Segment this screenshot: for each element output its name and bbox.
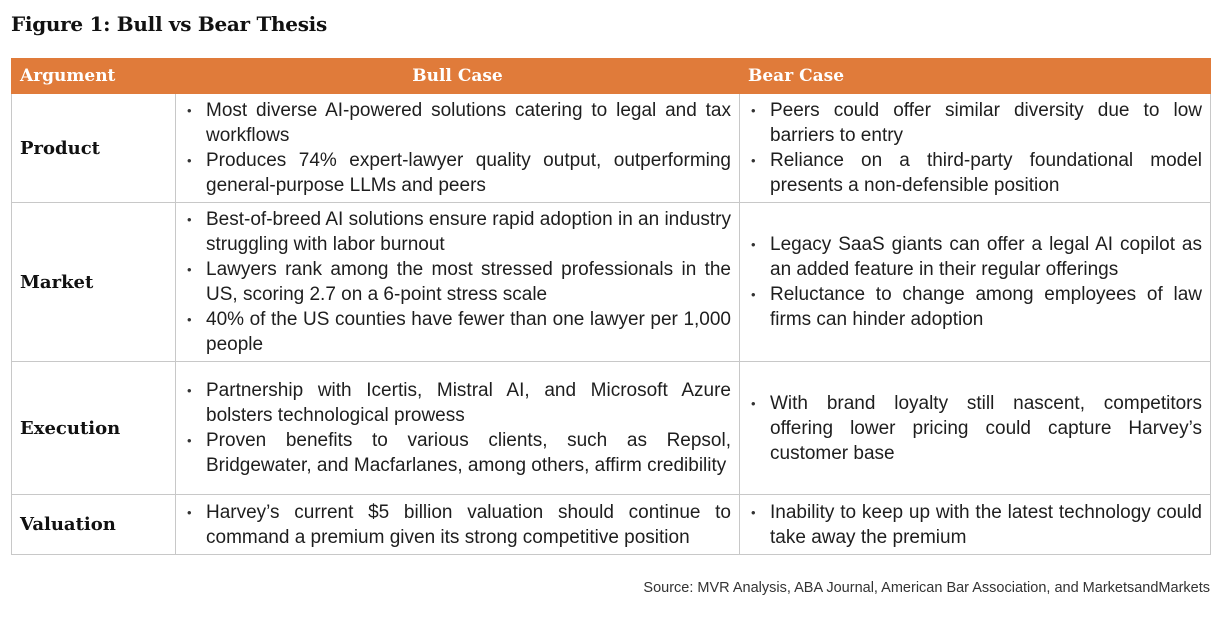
bear-list-valuation	[748, 500, 1202, 550]
bullet-point: • With brand loyalty still nascent, competitors offering lower pricing could capture Harvey’s customer base	[748, 391, 1202, 466]
header-bear-case: Bear Case	[740, 59, 1211, 94]
bear-list-product	[748, 98, 1202, 198]
bullet-point: • Reliance on a third-party foundational model presents a non-defensible position	[748, 148, 1202, 198]
bear-cell-product	[740, 94, 1211, 203]
bullet-point: • Harvey’s current $5 billion valuation should continue to command a premium given its strong competitive position	[184, 500, 731, 550]
bullet-point: • Best-of-breed AI solutions ensure rapid adoption in an industry struggling with labor burnout	[184, 207, 731, 257]
table-header-row	[12, 59, 1211, 94]
bullet-point: • Legacy SaaS giants can offer a legal AI copilot as an added feature in their regular offerings	[748, 232, 1202, 282]
bull-cell-market	[176, 203, 740, 362]
bull-list-valuation	[184, 500, 731, 550]
bullet-point: • Peers could offer similar diversity due to low barriers to entry	[748, 98, 1202, 148]
bear-cell-market	[740, 203, 1211, 362]
bear-list-market	[748, 232, 1202, 332]
bear-list-execution	[748, 391, 1202, 466]
bullet-point: • Reluctance to change among employees of law firms can hinder adoption	[748, 282, 1202, 332]
table-row-market	[12, 203, 1211, 362]
bullet-point: • 40% of the US counties have fewer than one lawyer per 1,000 people	[184, 307, 731, 357]
figure-title: Figure 1: Bull vs Bear Thesis	[11, 12, 327, 36]
header-bull-case: Bull Case	[176, 59, 740, 94]
bull-cell-valuation	[176, 495, 740, 555]
bear-cell-execution	[740, 362, 1211, 495]
argument-product: Product	[12, 94, 176, 203]
bear-cell-valuation	[740, 495, 1211, 555]
table-row-valuation	[12, 495, 1211, 555]
bullet-point: • Lawyers rank among the most stressed professionals in the US, scoring 2.7 on a 6-point stress scale	[184, 257, 731, 307]
bull-cell-product	[176, 94, 740, 203]
bull-list-execution	[184, 378, 731, 478]
bullet-point: • Partnership with Icertis, Mistral AI, and Microsoft Azure bolsters technological prowess	[184, 378, 731, 428]
table-row-execution	[12, 362, 1211, 495]
bull-bear-table	[11, 58, 1211, 555]
bullet-point: • Most diverse AI-powered solutions catering to legal and tax workflows	[184, 98, 731, 148]
bullet-point: • Inability to keep up with the latest technology could take away the premium	[748, 500, 1202, 550]
bull-list-product	[184, 98, 731, 198]
header-argument: Argument	[12, 59, 176, 94]
argument-market: Market	[12, 203, 176, 362]
bull-list-market	[184, 207, 731, 357]
source-note: Source: MVR Analysis, ABA Journal, American Bar Association, and MarketsandMarkets	[643, 580, 1210, 596]
bullet-point: • Produces 74% expert-lawyer quality output, outperforming general-purpose LLMs and peers	[184, 148, 731, 198]
bull-cell-execution	[176, 362, 740, 495]
argument-execution: Execution	[12, 362, 176, 495]
bullet-point: • Proven benefits to various clients, such as Repsol, Bridgewater, and Macfarlanes, among others, affirm credibility	[184, 428, 731, 478]
argument-valuation: Valuation	[12, 495, 176, 555]
table-row-product	[12, 94, 1211, 203]
